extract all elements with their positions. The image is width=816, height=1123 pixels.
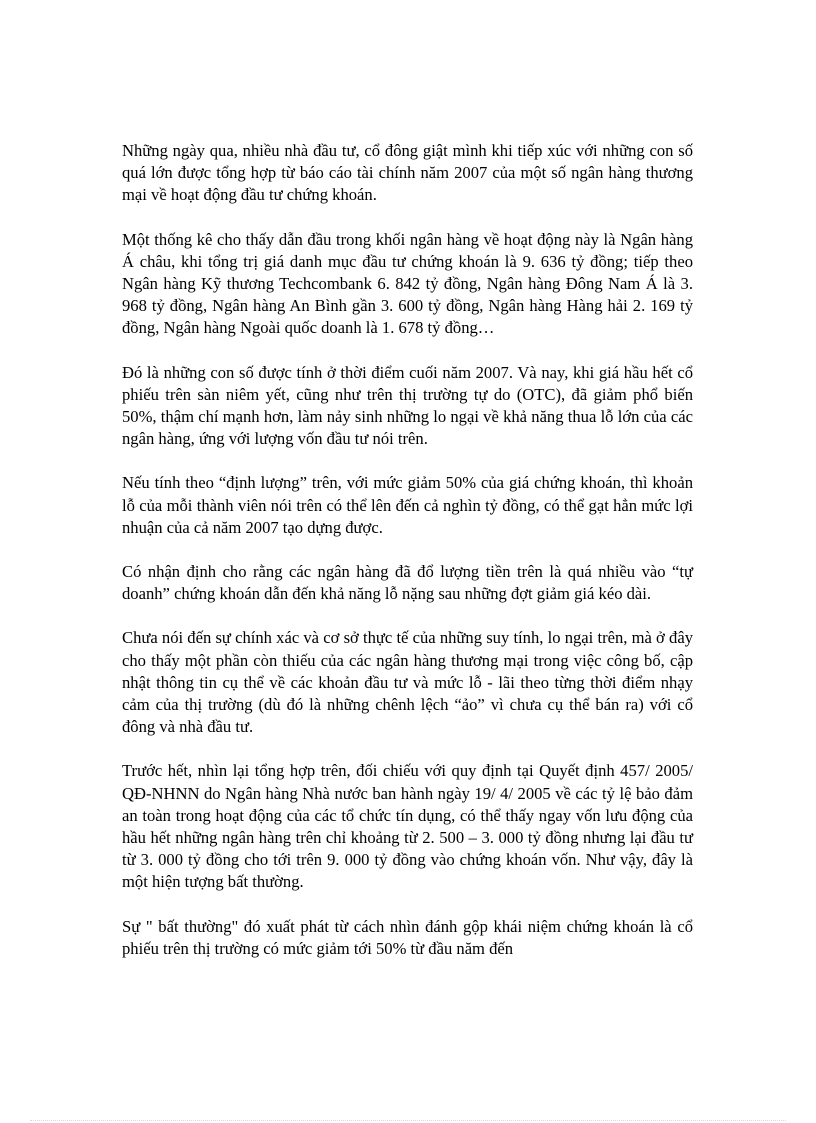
- paragraph-4: Nếu tính theo “định lượng” trên, với mức giảm 50% của giá chứng khoán, thì khoản lỗ của mỗi thành viên nói trên có thể lên đến cả nghìn tỷ đồng, có thể gạt hẳn mức lợi nhuận của cả năm 2007 tạo dựng được.: [122, 473, 693, 537]
- paragraph-1: Những ngày qua, nhiều nhà đầu tư, cổ đông giật mình khi tiếp xúc với những con số quá lớn được tổng hợp từ báo cáo tài chính năm 2007 của một số ngân hàng thương mại về hoạt động đầu tư chứng khoán.: [122, 141, 693, 205]
- paragraph-7: Trước hết, nhìn lại tổng hợp trên, đối chiếu với quy định tại Quyết định 457/ 2005/ QĐ-NHNN do Ngân hàng Nhà nước ban hành ngày 19/ 4/ 2005 về các tỷ lệ bảo đảm an toàn trong hoạt động của các tổ chức tín dụng, có thể thấy ngay vốn lưu động của hầu hết những ngân hàng trên chỉ khoảng từ 2. 500 – 3. 000 tỷ đồng nhưng lại đầu tư từ 3. 000 tỷ đồng cho tới trên 9. 000 tỷ đồng vào chứng khoán vốn. Như vậy, đây là một hiện tượng bất thường.: [122, 761, 693, 892]
- document-body: [122, 140, 693, 982]
- page-bottom-edge: [30, 1120, 786, 1121]
- paragraph-8: Sự " bất thường" đó xuất phát từ cách nhìn đánh gộp khái niệm chứng khoán là cổ phiếu trên thị trường có mức giảm tới 50% từ đầu năm đến: [122, 916, 693, 958]
- paragraph-2: Một thống kê cho thấy dẫn đầu trong khối ngân hàng về hoạt động này là Ngân hàng Á châu, khi tổng trị giá danh mục đầu tư chứng khoán là 9. 636 tỷ đồng; tiếp theo Ngân hàng Kỹ thương Techcombank 6. 842 tỷ đồng, Ngân hàng Đông Nam Á là 3. 968 tỷ đồng, Ngân hàng An Bình gần 3. 600 tỷ đồng, Ngân hàng Hàng hải 2. 169 tỷ đồng, Ngân hàng Ngoài quốc doanh là 1. 678 tỷ đồng…: [122, 229, 693, 338]
- paragraph-5: Có nhận định cho rằng các ngân hàng đã đổ lượng tiền trên là quá nhiều vào “tự doanh” chứng khoán dẫn đến khả năng lỗ nặng sau những đợt giảm giá kéo dài.: [122, 562, 693, 604]
- paragraph-6: Chưa nói đến sự chính xác và cơ sở thực tế của những suy tính, lo ngại trên, mà ở đây cho thấy một phần còn thiếu của các ngân hàng thương mại trong việc công bố, cập nhật thông tin cụ thể về các khoản đầu tư và mức lỗ - lãi theo từng thời điểm nhạy cảm của thị trường (dù đó là những chênh lệch “ảo” vì chưa cụ thể bán ra) với cổ đông và nhà đầu tư.: [122, 628, 693, 737]
- paragraph-3: Đó là những con số được tính ở thời điểm cuối năm 2007. Và nay, khi giá hầu hết cổ phiếu trên sàn niêm yết, cũng như trên thị trường tự do (OTC), đã giảm phổ biến 50%, thậm chí mạnh hơn, làm nảy sinh những lo ngại về khả năng thua lỗ lớn của các ngân hàng, ứng với lượng vốn đầu tư nói trên.: [122, 362, 693, 449]
